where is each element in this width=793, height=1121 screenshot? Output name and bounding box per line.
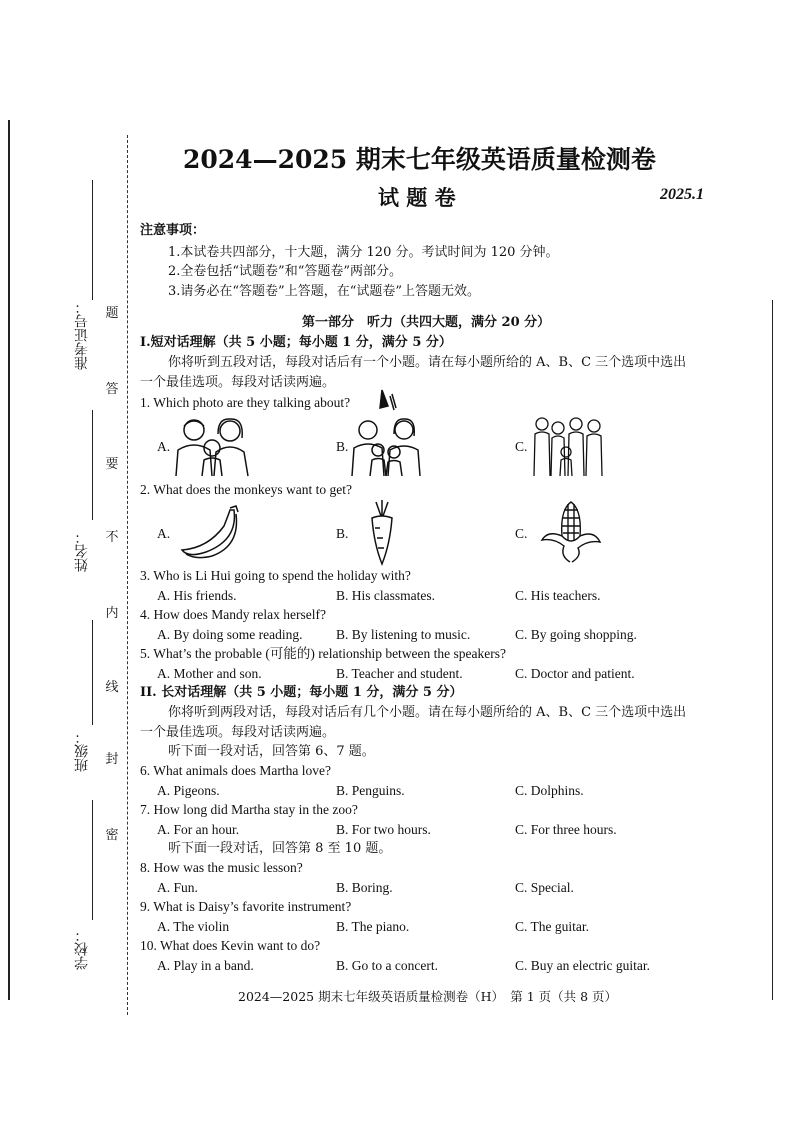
option-label: C.	[515, 439, 528, 454]
paper-subtitle: 试 题 卷	[378, 185, 456, 210]
section-instruction: 你将听到五段对话，每段对话后有一个小题。请在每小题所给的 A、B、C 三个选项中选出	[168, 355, 687, 370]
option-b: B. Boring.	[336, 880, 393, 895]
margin-border-left	[8, 120, 10, 1000]
option-b: B. For two hours.	[336, 822, 431, 837]
option-a: A. Mother and son.	[157, 666, 262, 681]
question-9: 9. What is Daisy’s favorite instrument?	[140, 899, 352, 914]
page-title: 2024—2025 期末七年级英语质量检测卷	[183, 145, 656, 174]
option-c: C. Special.	[515, 880, 574, 895]
name-label: 姓名：	[74, 530, 90, 572]
seal-char: 密	[105, 828, 119, 843]
option-label: C.	[515, 526, 528, 541]
seal-char: 答	[105, 382, 119, 397]
option-b: B. Teacher and student.	[336, 666, 463, 681]
carrot-image	[368, 500, 396, 566]
option-c: C. Dolphins.	[515, 783, 584, 798]
seal-char: 不	[105, 530, 119, 545]
option-b: B. Penguins.	[336, 783, 405, 798]
question-10: 10. What does Kevin want to do?	[140, 938, 321, 953]
section-instruction: 一个最佳选项。每段对话读两遍。	[140, 725, 336, 740]
option-b: B. The piano.	[336, 919, 410, 934]
banana-image	[178, 506, 240, 558]
option-label: B.	[336, 526, 349, 541]
page-footer: 2024—2025 期末七年级英语质量检测卷（H） 第 1 页（共 8 页）	[238, 989, 618, 1004]
notice-heading: 注意事项：	[140, 223, 206, 238]
exam-id-label: 准考证号：	[74, 300, 90, 370]
section-instruction: 你将听到两段对话，每段对话后有几个小题。请在每小题所给的 A、B、C 三个选项中选出	[168, 705, 687, 720]
family-photo-a-image	[172, 414, 254, 476]
section-heading: II. 长对话理解（共 5 小题；每小题 1 分，满分 5 分）	[140, 685, 463, 700]
question-2: 2. What does the monkeys want to get?	[140, 482, 352, 497]
margin-border-right	[772, 300, 773, 1000]
school-label: 学校：	[74, 928, 90, 970]
dialogue-lead: 听下面一段对话，回答第 6、7 题。	[168, 744, 375, 759]
option-b: B. His classmates.	[336, 588, 435, 603]
seal-char: 要	[105, 457, 119, 472]
option-a: A. Fun.	[157, 880, 198, 895]
section-heading: I.短对话理解（共 5 小题；每小题 1 分，满分 5 分）	[140, 335, 452, 350]
option-c: C. The guitar.	[515, 919, 589, 934]
seal-char: 题	[105, 306, 119, 321]
part-heading: 第一部分 听力（共四大题，满分 20 分）	[302, 315, 551, 330]
dialogue-lead: 听下面一段对话，回答第 8 至 10 题。	[168, 841, 392, 856]
option-a: A. The violin	[157, 919, 230, 934]
name-line	[92, 410, 93, 520]
option-c: C. For three hours.	[515, 822, 617, 837]
class-line	[92, 620, 93, 725]
school-line	[92, 800, 93, 920]
question-8: 8. How was the music lesson?	[140, 860, 303, 875]
question-6: 6. What animals does Martha love?	[140, 763, 331, 778]
question-1: 1. Which photo are they talking about?	[140, 395, 351, 410]
family-photo-b-image	[350, 388, 422, 476]
notice-item: 1.本试卷共四部分，十大题，满分 120 分。考试时间为 120 分钟。	[168, 245, 559, 260]
option-c: C. By going shopping.	[515, 627, 637, 642]
option-a: A. For an hour.	[157, 822, 240, 837]
seal-char: 内	[105, 606, 119, 621]
option-c: C. His teachers.	[515, 588, 601, 603]
corn-image	[540, 500, 602, 562]
option-a: A. Pigeons.	[157, 783, 220, 798]
seal-char: 线	[105, 680, 119, 695]
class-label: 班级：	[74, 730, 90, 772]
seal-dashed-line	[127, 135, 128, 1015]
seal-char: 封	[105, 752, 119, 767]
option-a: A. By doing some reading.	[157, 627, 303, 642]
question-5: 5. What’s the probable (可能的) relationship between the speakers?	[140, 646, 507, 661]
option-label: A.	[157, 439, 171, 454]
option-a: A. His friends.	[157, 588, 237, 603]
question-7: 7. How long did Martha stay in the zoo?	[140, 802, 358, 817]
option-c: C. Doctor and patient.	[515, 666, 635, 681]
section-instruction: 一个最佳选项。每段对话读两遍。	[140, 375, 336, 390]
question-4: 4. How does Mandy relax herself?	[140, 607, 326, 622]
option-label: B.	[336, 439, 349, 454]
family-photo-c-image	[532, 414, 604, 476]
option-b: B. By listening to music.	[336, 627, 471, 642]
notice-item: 2.全卷包括“试题卷”和“答题卷”两部分。	[168, 264, 402, 279]
option-label: A.	[157, 526, 171, 541]
option-a: A. Play in a band.	[157, 958, 254, 973]
option-c: C. Buy an electric guitar.	[515, 958, 650, 973]
exam-id-line	[92, 180, 93, 300]
notice-item: 3.请务必在“答题卷”上答题，在“试题卷”上答题无效。	[168, 284, 480, 299]
exam-date: 2025.1	[660, 186, 704, 203]
question-3: 3. Who is Li Hui going to spend the holiday with?	[140, 568, 411, 583]
option-b: B. Go to a concert.	[336, 958, 438, 973]
